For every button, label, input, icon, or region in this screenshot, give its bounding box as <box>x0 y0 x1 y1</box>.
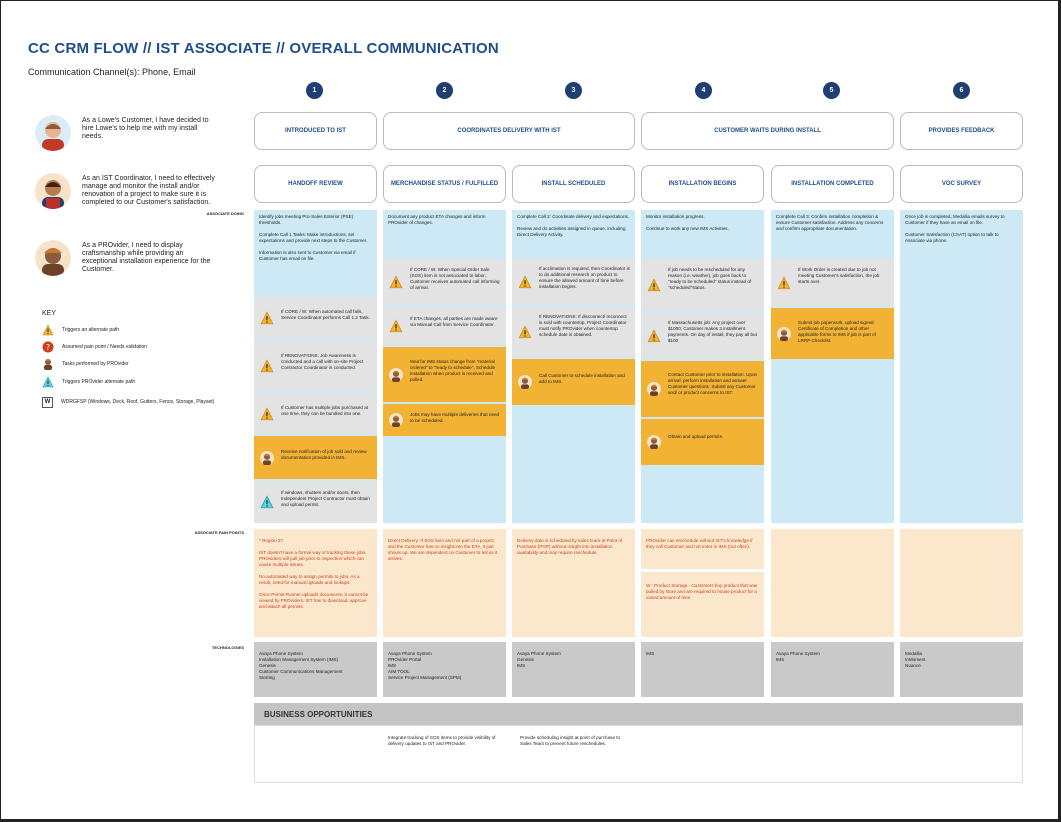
key-item: Triggers an alternate path <box>42 324 242 336</box>
doing-cell: Identify jobs meeting Pro-Sales Exterior (PSE) thresholds. Complete Call 1 Tasks: Make introductions, set expectations and provide next steps to the Customer. Information is also sent to Customer via email if Customer has email on file. <box>254 210 377 295</box>
provider-icon <box>42 358 54 370</box>
warning-icon <box>777 276 791 290</box>
row-label-doing: ASSOCIATE DOING <box>206 211 244 216</box>
doing-cell: If CORE / W: When Special Order Sale (SOS) item is not associated to labor, Customer receives automated call informing of arrival. <box>383 259 506 304</box>
tech-cell: Avaya Phone System IMS <box>771 642 894 697</box>
step-number: 5 <box>823 82 840 99</box>
provider-avatar <box>35 240 71 276</box>
customer-avatar <box>35 115 71 151</box>
doing-cell-provider: Receive notification of job sold and review documentation provided in IMS. <box>254 436 377 479</box>
provider-icon <box>647 435 661 449</box>
doing-cell: If Customer has multiple jobs purchased at one time, they can be bundled into one. <box>254 393 377 434</box>
warning-icon <box>42 324 54 336</box>
doing-cell-provider: Contact Customer prior to installation. Upon arrival, perform installation and answer Customer questions. Submit any Customer and/ or product concerns to IST. <box>641 361 764 417</box>
doing-cell-provider: Call Customer to schedule installation and add to IMS. <box>512 359 635 405</box>
persona-provider <box>30 240 220 285</box>
doing-cell-provider: Wait for IMS status change from "material ordered" to "ready to schedule". Schedule installation when product is received and pulled. <box>383 347 506 402</box>
doing-cell: If ETA changes, all parties are made aware via Manual Call from Service Coordinator. <box>383 306 506 345</box>
tech-cell: Medallia InMoment Nuance <box>900 642 1023 697</box>
tech-cell: Avaya Phone System PROvider Portal IMS AIM TOOL Service Project Management (SPM) <box>383 642 506 697</box>
pain-cell: * Region 27 IST doesn't have a formal way of tracking these jobs. PROviders will pull job prior to inspection which can cause multiple issues. No automated way to assign permits to jobs. As a result, need for manual uploads and lookups. Once Permit Runner uploads documents, it cannot be viewed by PROviders. IST has to download, approve and attach all permits. <box>254 529 377 637</box>
subphase-voc-survey: VOC SURVEY <box>900 165 1023 203</box>
key-item: Tasks performed by PROvider <box>42 358 242 370</box>
phase-customer-waits: CUSTOMER WAITS DURING INSTALL <box>641 112 894 150</box>
warning-icon <box>389 319 403 333</box>
persona-text: As an IST Coordinator, I need to effectively manage and monitor the install and/or renovation of a project to make sure it is completed to our Customer's satisfaction. <box>82 175 215 206</box>
key-item: Triggers PROvider alternate path <box>42 376 242 388</box>
phase-feedback: PROVIDES FEEDBACK <box>900 112 1023 150</box>
provider-icon <box>260 451 274 465</box>
business-opportunity-item: Integrate tracking of SOS items to provide visibility of delivery updates to IST and PROvider. <box>388 735 496 746</box>
business-opportunities-heading: BUSINESS OPPORTUNITIES <box>254 703 1023 725</box>
coordinator-avatar <box>35 173 71 209</box>
warning-icon <box>647 278 661 292</box>
pain-cell: W : Product Storage - Customers buy product that was pulled by store and are required to house product for a varied amount of time. <box>641 572 764 637</box>
row-label-pain: ASSOCIATE PAIN POINTS <box>194 530 244 535</box>
provider-icon <box>389 413 403 427</box>
row-label-tech: TECHNOLOGIES <box>211 645 244 650</box>
step-number: 3 <box>565 82 582 99</box>
page-subtitle: Communication Channel(s): Phone, Email <box>28 67 196 77</box>
persona-text: As a PROvider, I need to display craftsmanship while providing an exceptional installation experience for the Customer. <box>82 242 211 273</box>
question-icon <box>42 341 54 353</box>
doing-cell-provider: Jobs may have multiple deliveries that need to be scheduled. <box>383 404 506 436</box>
provider-icon <box>518 375 532 389</box>
step-number: 1 <box>306 82 323 99</box>
doing-cell-provider: Submit job paperwork, upload signed Certificate of Completion and other applicable forms to IMS if job is part of LRRP Checklist. <box>771 308 894 359</box>
key-title: KEY <box>42 310 57 317</box>
phase-coordinates-delivery: COORDINATES DELIVERY WITH IST <box>383 112 635 150</box>
provider-icon <box>389 368 403 382</box>
doing-cell: If RENOVATIONS: If disconnect/ reconnect is sold with countertop, Project Coordinator must notify PROvider when countertop schedule date is obtained. <box>512 306 635 357</box>
phase-introduced: INTRODUCED TO IST <box>254 112 377 150</box>
warning-icon <box>518 325 532 339</box>
subphase-handoff: HANDOFF REVIEW <box>254 165 377 203</box>
tech-cell: IMS <box>641 642 764 697</box>
key-item: ? Assumed pain point / Needs validation <box>42 341 242 353</box>
subphase-install-scheduled: INSTALL SCHEDULED <box>512 165 635 203</box>
warning-icon <box>389 275 403 289</box>
doing-cell: If job needs to be rescheduled for any reason (i.e. weather), job goes back to "ready to be scheduled" status instead of "scheduled"status. <box>641 259 764 310</box>
doing-cell: If CORE / W: When automated call fails, Service Coordinator performs Call 1.2 Task. <box>254 297 377 339</box>
warning-icon <box>260 359 274 373</box>
step-number: 2 <box>436 82 453 99</box>
doing-cell: Complete Call 2: Coordinate delivery and expectations. Review and do activities assigned in queue, including Direct Delivery Activity. <box>512 210 635 257</box>
provider-alert-icon <box>42 376 54 388</box>
warning-icon <box>260 407 274 421</box>
doing-cell: If acclimation is required, then Coordinator is to do additional research on product to ensure the allowed amount of time before installation begins. <box>512 259 635 304</box>
provider-icon <box>647 382 661 396</box>
doing-cell: If windows, shutters and/or doors, then Independent Project Contractor must obtain and upload permit. <box>254 481 377 523</box>
warning-icon <box>647 329 661 343</box>
subphase-installation-begins: INSTALLATION BEGINS <box>641 165 764 203</box>
doing-cell: Once job is completed, Medallia emails survey to Customer if they have an email on file. Customer Satisfaction (CSAT) option to talk to Associate via phone. <box>900 210 1023 270</box>
key-item: W WDRGFSP (Windows, Deck, Roof, Gutters, Fence, Storage, Playset) <box>42 396 242 408</box>
business-opportunity-item: Provide scheduling insight at point of purchase to Sales Team to prevent future reschedules. <box>520 735 621 746</box>
step-number: 4 <box>695 82 712 99</box>
w-icon: W <box>42 397 53 408</box>
doing-cell: Monitor installation progress. Continue to work any new IMS Activities. <box>641 210 764 257</box>
doing-cell: If Work Order is created due to job not meeting Customer's satisfaction, the job starts over. <box>771 259 894 306</box>
pain-cell: Direct Delivery: If SOS item and not part of a project, and the Customer has no insight into the ETA, it just shows up. We are dependent on Customer to tell us it arrives. <box>383 529 506 637</box>
svg-text:?: ? <box>45 343 51 352</box>
doing-cell: If Massachusetts job: Any project over $1000, Customer makes 3 installment payments. On day of install, they pay all but $100 <box>641 312 764 359</box>
step-number: 6 <box>953 82 970 99</box>
pain-cell: PROvider can reschedule without IST's knowledge if they call Customer and not enter in IMS (not often). <box>641 529 764 569</box>
tech-cell: Avaya Phone System Installation Management System (IMS) Genesis Customer Communications Management Storting <box>254 642 377 697</box>
tech-cell: Avaya Phone System Genesis IMS <box>512 642 635 697</box>
subphase-installation-completed: INSTALLATION COMPLETED <box>771 165 894 203</box>
doing-cell: If RENOVATIONS: Job Awareness is conducted and a call with on-site Project Contractor Coordinator is conducted. <box>254 341 377 391</box>
subphase-merchandise: MERCHANDISE STATUS / FULFILLED <box>383 165 506 203</box>
persona-text: As a Lowe's Customer, I have decided to hire Lowe's to help me with my install needs. <box>82 117 209 140</box>
warning-icon <box>518 275 532 289</box>
doing-cell: Complete Call 3: Confirm installation completion & ensure Customer satisfaction. Address any concerns and confirm appropriate documentation. <box>771 210 894 257</box>
pain-cell-empty <box>900 529 1023 637</box>
provider-alert-icon <box>260 495 274 509</box>
pain-cell-empty <box>771 529 894 637</box>
persona-customer <box>30 115 220 160</box>
warning-icon <box>260 311 274 325</box>
doing-cell-provider: Obtain and upload permits. <box>641 419 764 465</box>
pain-cell: Delivery date is scheduled by sales team at Point of Purchase (POP) without insight into installation availability and may require reschedule. <box>512 529 635 637</box>
page-title: CC CRM FLOW // IST ASSOCIATE // OVERALL COMMUNICATION <box>28 40 499 57</box>
doing-cell: Document any product ETA changes and inform PROvider of changes. <box>383 210 506 257</box>
provider-icon <box>777 327 791 341</box>
business-opportunities-panel <box>254 725 1023 783</box>
